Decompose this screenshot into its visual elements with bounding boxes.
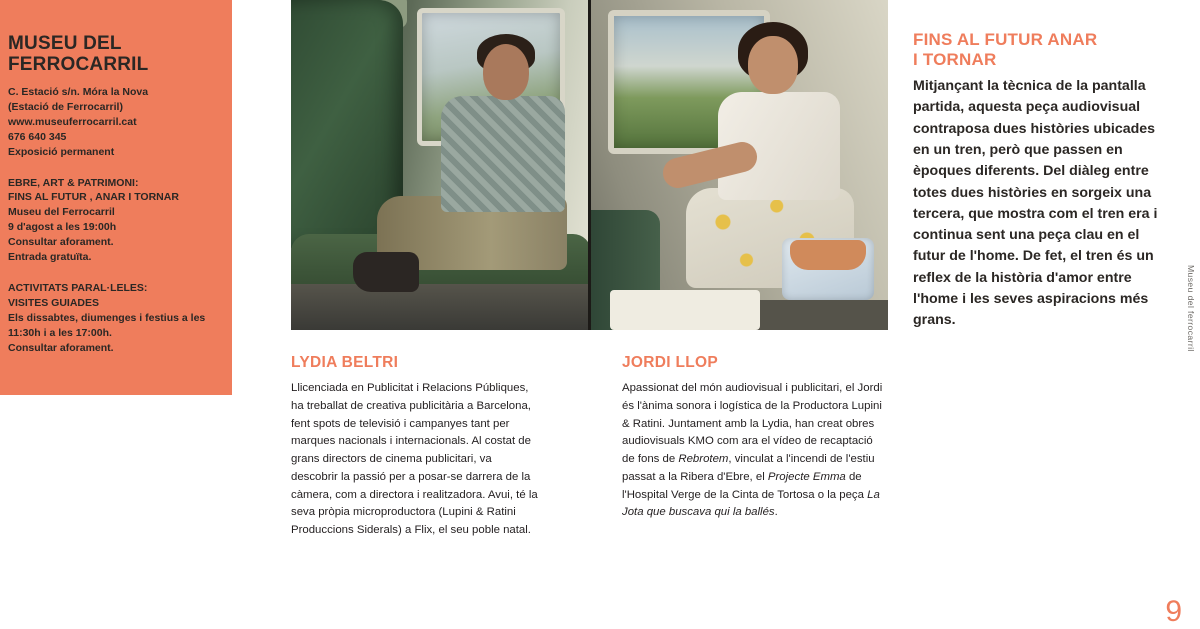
- project-title-line1: FINS AL FUTUR ANAR: [913, 30, 1098, 49]
- split-screen-photo: [291, 0, 888, 330]
- museum-website[interactable]: www.museuferrocarril.cat: [8, 115, 137, 128]
- page-number: 9: [1165, 595, 1182, 628]
- bio-text-jordi-part2: , vinculat a l'incendi de l'estiu passat a la Ribera d'Ebre, el: [622, 453, 875, 483]
- museum-info-sidebar: [0, 0, 232, 395]
- bio-name-jordi: JORDI LLOP: [622, 354, 719, 371]
- museum-title: [8, 34, 216, 75]
- man-head: [483, 44, 529, 100]
- bio-text-jordi-part3: de l'Hospital Verge de la Cinta de Tortosa o la peça: [622, 470, 868, 501]
- museum-title-line2: FERROCARRIL: [8, 53, 149, 75]
- bio-title-la-jota: La Jota que buscava qui la ballés: [622, 488, 880, 519]
- museum-exhibition-type: Exposició permanent: [8, 145, 115, 158]
- man-shoe: [353, 252, 419, 292]
- woman-bag-flap: [790, 240, 866, 270]
- project-description: Mitjançant la tècnica de la pantalla partida, aquesta peça audiovisual contraposa dues històries ubicades en un tren, però que passen en èpoques diferents. Del diàleg entre totes dues històries en sorgeix una tercera, que mostra com el tren era i continua sent una peça clau en el futur de l'home. De fet, el tren és un reflex de la història d'amor entre l'home i les seves aspiracions més grans.: [913, 78, 1158, 329]
- museum-title-line1: MUSEU DEL: [8, 33, 122, 54]
- parallel-activities-capacity: Consultar aforament.: [8, 341, 114, 354]
- bio-title-projecte-emma: Projecte Emma: [767, 470, 846, 483]
- vertical-side-label: Museu del ferrocarril: [1186, 265, 1196, 352]
- bio-lydia-beltri: [291, 354, 541, 540]
- museum-contact-block: [8, 85, 216, 160]
- program-capacity-note: Consultar aforament.: [8, 236, 114, 249]
- project-title: [913, 30, 1168, 70]
- museum-address-line1: C. Estació s/n. Móra la Nova: [8, 86, 149, 99]
- project-title-line2: I TORNAR: [913, 50, 997, 70]
- bio-text-lydia: Llicenciada en Publicitat i Relacions Públiques, ha treballat de creativa publicitària a Barcelona, fent spots de televisió i campanyes tant per marques nacionals i internacionals. Al costat de grans directors de cinema publicitari, va descobrir la passió per a posar-se darrera de la càmera, com a directora i realitzadora. Avui, té la seva pròpia microproductora (Lupini & Ratini Produccions Siderals) a Flix, el seu poble natal.: [291, 382, 538, 537]
- parallel-activities-block: [8, 281, 216, 356]
- bio-title-rebrotem: Rebrotem: [678, 453, 729, 466]
- photo-right-scene: [590, 0, 889, 330]
- program-block: [8, 176, 216, 265]
- split-screen-divider: [588, 0, 591, 330]
- train-table: [610, 290, 760, 330]
- man-torso: [441, 96, 565, 212]
- program-title: FINS AL FUTUR , ANAR I TORNAR: [8, 191, 179, 204]
- museum-phone: 676 640 345: [8, 130, 67, 143]
- bio-text-jordi-part4: .: [774, 506, 778, 519]
- bio-jordi-llop: [622, 354, 884, 522]
- parallel-activities-label: ACTIVITATS PARAL·LELES:: [8, 282, 148, 294]
- project-description-column: [913, 30, 1168, 332]
- program-label: EBRE, ART & PATRIMONI:: [8, 176, 139, 189]
- parallel-activities-hours: 11:30h i a les 17:00h.: [8, 326, 112, 339]
- museum-address-line2: (Estació de Ferrocarril): [8, 100, 123, 113]
- train-floor-left: [291, 284, 590, 330]
- program-entry-note: Entrada gratuïta.: [8, 251, 92, 264]
- parallel-activities-days: Els dissabtes, diumenges i festius a les: [8, 311, 206, 324]
- bio-name-lydia: LYDIA BELTRI: [291, 354, 399, 371]
- parallel-activities-title: VISITES GUIADES: [8, 296, 100, 309]
- program-date: 9 d'agost a les 19:00h: [8, 221, 117, 234]
- photo-left-scene: [291, 0, 590, 330]
- woman-head: [748, 36, 798, 94]
- bio-text-jordi-part1: Apassionat del món audiovisual i publicitari, el Jordi és l'ànima sonora i logística de la Productora Lupini & Ratini. Juntament amb la Lydia, han creat obres audiovisuals KMO com ara el vídeo de recaptació de fons de: [622, 382, 883, 466]
- program-venue: Museu del Ferrocarril: [8, 206, 115, 219]
- bio-text-jordi: [622, 380, 884, 522]
